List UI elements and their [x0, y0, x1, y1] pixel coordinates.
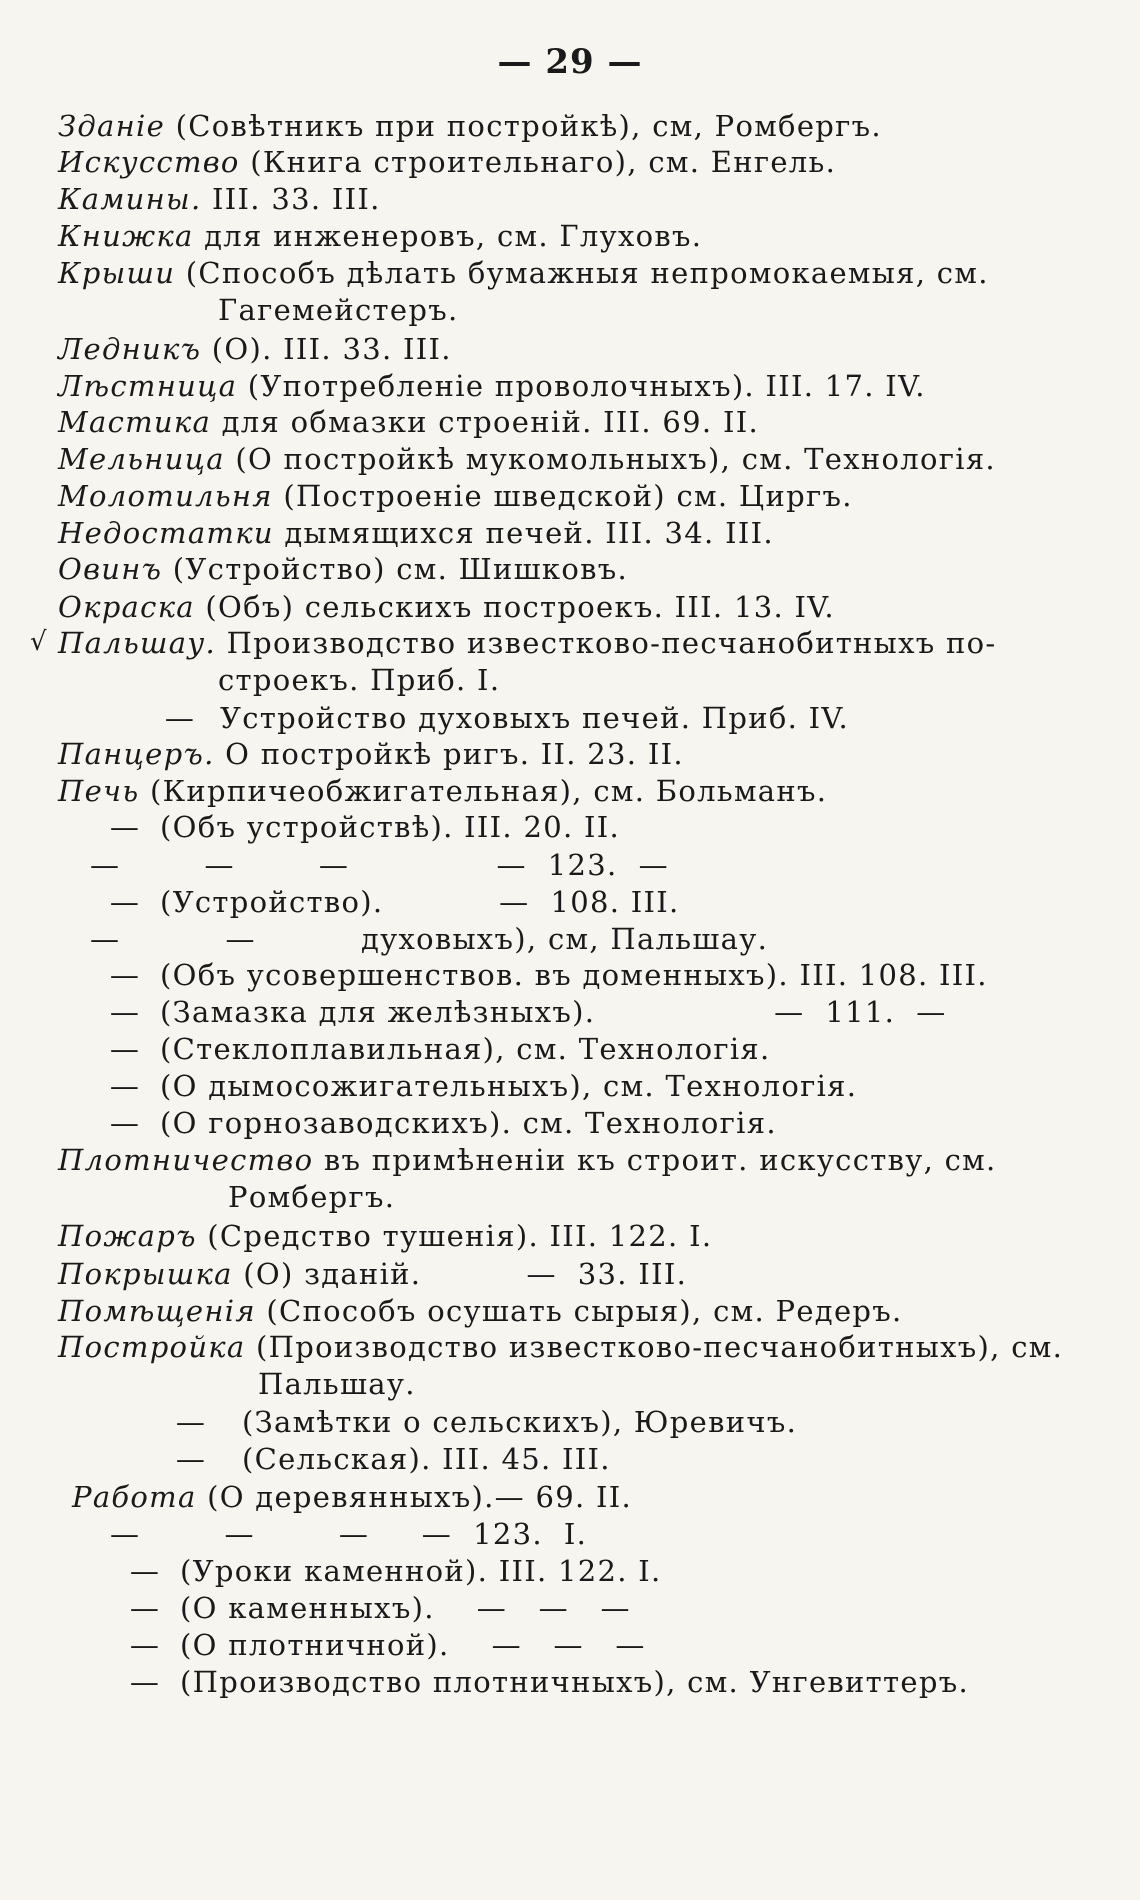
entry-text: (Сельская). III. 45. III.	[242, 1442, 611, 1476]
index-term: Окраска	[58, 590, 195, 624]
index-entry-line	[140, 1404, 797, 1440]
index-term: Лѣстница	[58, 369, 238, 403]
ditto-dash: —	[109, 958, 141, 992]
index-entry-line	[58, 181, 381, 217]
index-entry-line	[58, 1142, 997, 1178]
entry-text: (Объ усовершенствов. въ доменныхъ). III. 108. III.	[160, 958, 988, 992]
index-entry-line	[110, 1553, 662, 1589]
entry-text: (Кирпичеобжигательная), см. Больманъ.	[139, 774, 828, 808]
ditto-dash: —	[175, 1442, 207, 1476]
index-entry-line	[90, 957, 988, 993]
entry-text: Ромбергъ.	[228, 1180, 396, 1214]
index-term: Пальшау.	[58, 626, 217, 660]
index-term: Помѣщенія	[58, 1294, 256, 1328]
index-entry-line	[58, 515, 774, 551]
index-entry-line	[58, 1329, 1063, 1365]
index-term: Овинъ	[58, 552, 163, 586]
index-term: Печь	[58, 774, 140, 808]
entry-text: (Стеклоплавильная), см. Технологія.	[160, 1032, 771, 1066]
index-term: Работа	[72, 1480, 197, 1514]
index-entry-line	[58, 1293, 903, 1329]
index-term: Мастика	[58, 405, 212, 439]
entry-text: (Объ устройствѣ). III. 20. II.	[160, 810, 621, 844]
entry-text: (О постройкѣ мукомольныхъ), см. Технологія.	[224, 442, 996, 476]
entry-text: О постройкѣ ригъ. II. 23. II.	[214, 737, 684, 771]
index-term: Панцеръ.	[58, 737, 215, 771]
entry-text: (Книга строительнаго), см. Енгель.	[239, 145, 837, 179]
index-term: Молотильня	[58, 479, 273, 513]
entry-text: — — духовыхъ), см, Пальшау.	[90, 922, 769, 956]
index-term: Камины.	[58, 182, 202, 216]
entry-text: для инженеровъ, см. Глуховъ.	[193, 219, 703, 253]
page-number: — 29 —	[497, 42, 643, 82]
index-entry-line	[58, 551, 628, 587]
index-term: Зданіе	[58, 109, 166, 143]
ditto-dash: —	[109, 1106, 141, 1140]
entry-text: III. 33. III.	[201, 182, 381, 216]
index-entry-line	[58, 108, 882, 144]
entry-text: (Совѣтникъ при постройкѣ), см, Ромбергъ.	[165, 109, 882, 143]
index-entry-line	[58, 368, 926, 404]
ditto-dash: —	[129, 1665, 161, 1699]
index-entry-line	[58, 1256, 687, 1292]
index-entry-line	[228, 1179, 395, 1215]
entry-text: (О дымосожигательныхъ), см. Технологія.	[160, 1069, 858, 1103]
entry-text: (О плотничной). — — —	[180, 1628, 646, 1662]
entry-text: Гагемейстеръ.	[218, 293, 459, 327]
entry-text: (Объ) сельскихъ построекъ. III. 13. IV.	[194, 590, 835, 624]
index-entry-line	[58, 404, 759, 440]
index-entry-line	[90, 847, 669, 883]
entry-text: (Устройство) см. Шишковъ.	[162, 552, 628, 586]
index-entry-line	[72, 1479, 632, 1515]
entry-text: Пальшау.	[258, 1367, 416, 1401]
index-term: Крыши	[58, 256, 176, 290]
index-entry-line	[218, 292, 458, 328]
index-term: Книжка	[58, 219, 194, 253]
ditto-dash: —	[175, 1405, 207, 1439]
index-entry-line	[58, 736, 684, 772]
ditto-dash: —	[164, 701, 196, 735]
index-term: Пожаръ	[58, 1219, 197, 1253]
index-entry-line	[58, 331, 452, 367]
index-term: Мельница	[58, 442, 225, 476]
entry-text: Устройство духовыхъ печей. Приб. IV.	[220, 701, 850, 735]
index-term: Искусство	[58, 145, 240, 179]
index-entry-line	[90, 1031, 771, 1067]
index-entry-line	[58, 218, 702, 254]
index-entry-line	[90, 1068, 857, 1104]
index-entry-line	[110, 1516, 587, 1552]
entry-text: (Производство известково-песчанобитныхъ), см.	[245, 1330, 1064, 1364]
entry-text: (Производство плотничныхъ), см. Унгевиттеръ.	[180, 1665, 969, 1699]
entry-text: (Способъ дѣлать бумажныя непромокаемыя, см.	[175, 256, 989, 290]
index-term: Плотничество	[58, 1143, 314, 1177]
index-entry-line	[258, 1366, 416, 1402]
index-entry-line	[58, 255, 989, 291]
index-entry-line	[90, 921, 768, 957]
entry-text: (О горнозаводскихъ). см. Технологія.	[160, 1106, 777, 1140]
ditto-dash: —	[129, 1554, 161, 1588]
entry-text: (Устройство). — 108. III.	[160, 885, 680, 919]
index-entry-line	[58, 478, 853, 514]
entry-text: (Замазка для желѣзныхъ). — 111. —	[160, 995, 947, 1029]
index-term: Покрышка	[58, 1257, 233, 1291]
index-entry-line	[140, 700, 849, 736]
ditto-dash: —	[109, 995, 141, 1029]
ditto-dash: —	[109, 885, 141, 919]
entry-text: дымящихся печей. III. 34. III.	[273, 516, 774, 550]
entry-text: (Употребленіе проволочныхъ). III. 17. IV.	[237, 369, 926, 403]
ditto-dash: —	[129, 1628, 161, 1662]
index-entry-line	[58, 589, 835, 625]
index-entry-line	[140, 1441, 611, 1477]
index-term: Постройка	[58, 1330, 246, 1364]
index-entry-line	[110, 1590, 631, 1626]
entry-text: въ примѣненіи къ строит. искусству, см.	[313, 1143, 997, 1177]
entry-text: — — — — 123. —	[90, 848, 669, 882]
entry-text: (О деревянныхъ).— 69. II.	[196, 1480, 633, 1514]
index-entry-line	[58, 144, 836, 180]
index-entry-line	[90, 1105, 777, 1141]
index-entry-line	[90, 884, 680, 920]
entry-text: (Уроки каменной). III. 122. I.	[180, 1554, 662, 1588]
entry-text: Производство известково-песчанобитныхъ по-	[216, 626, 997, 660]
index-term: Ледникъ	[58, 332, 202, 366]
index-entry-line	[58, 625, 996, 661]
ditto-dash: —	[109, 1032, 141, 1066]
entry-text: (О) зданій. — 33. III.	[232, 1257, 688, 1291]
entry-text: (Замѣтки о сельскихъ), Юревичъ.	[242, 1405, 798, 1439]
entry-text: — — — — 123. I.	[110, 1517, 588, 1551]
ditto-dash: —	[109, 1069, 141, 1103]
entry-text: (Средство тушенія). III. 122. I.	[196, 1219, 713, 1253]
index-entry-line	[58, 773, 827, 809]
index-entry-line	[110, 1664, 969, 1700]
index-entry-line	[58, 1218, 712, 1254]
ditto-dash: —	[129, 1591, 161, 1625]
entry-text: строекъ. Приб. I.	[218, 663, 501, 697]
entry-text: (Построеніе шведской) см. Циргъ.	[272, 479, 853, 513]
entry-text: (О каменныхъ). — — —	[180, 1591, 631, 1625]
index-entry-line	[218, 662, 500, 698]
index-term: Недостатки	[58, 516, 274, 550]
margin-check-mark: √	[30, 627, 47, 657]
entry-text: (О). III. 33. III.	[201, 332, 452, 366]
index-entry-line	[58, 441, 996, 477]
index-entry-line	[90, 809, 620, 845]
index-entry-line	[110, 1627, 646, 1663]
index-entry-line	[90, 994, 947, 1030]
entry-text: для обмазки строеній. III. 69. II.	[211, 405, 759, 439]
entry-text: (Способъ осушать сырыя), см. Редеръ.	[255, 1294, 903, 1328]
ditto-dash: —	[109, 810, 141, 844]
